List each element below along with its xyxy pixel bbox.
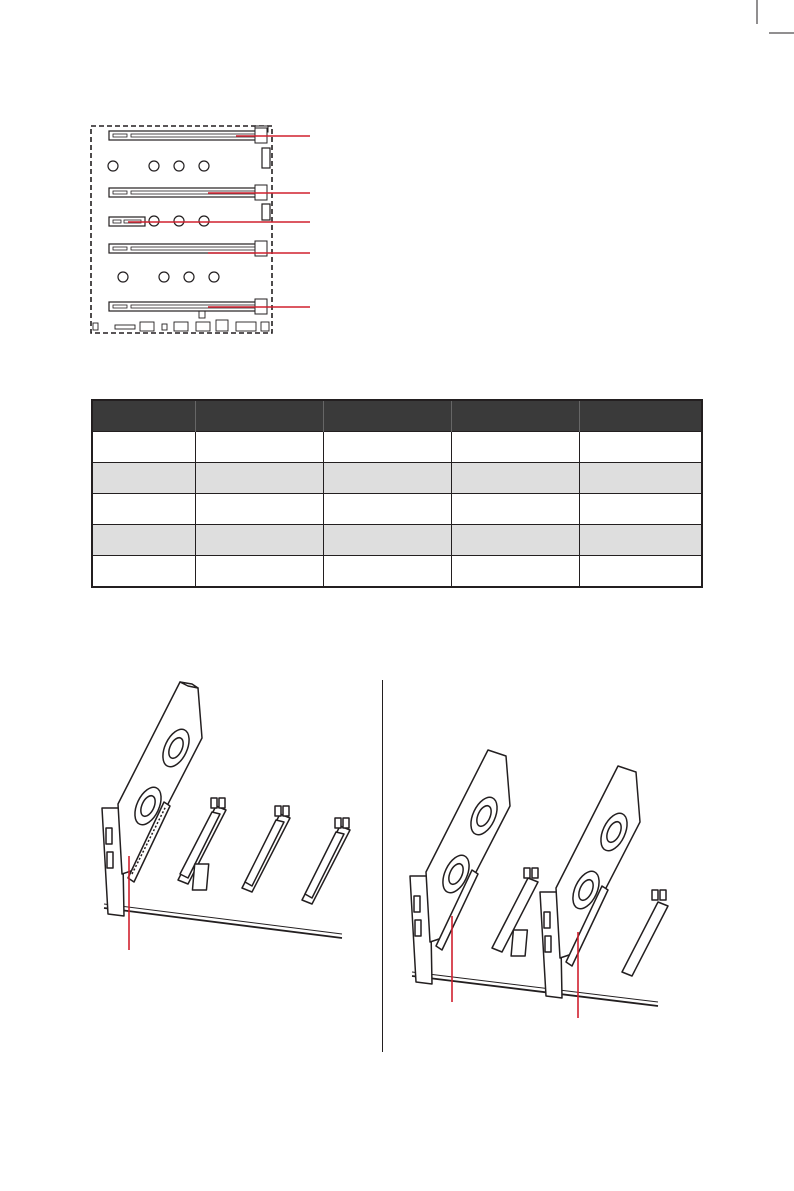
- x1-slot: [511, 930, 527, 956]
- x1-slot: [192, 864, 208, 890]
- table-cell: [580, 463, 703, 494]
- table-cell: [196, 525, 324, 556]
- table-cell: [452, 525, 580, 556]
- table-cell: [452, 556, 580, 588]
- table-header-cell: [452, 400, 580, 432]
- table-cell: [92, 432, 196, 463]
- empty-pcie-slot: [622, 890, 668, 976]
- table-cell: [452, 432, 580, 463]
- table-cell: [196, 432, 324, 463]
- table-cell: [324, 463, 452, 494]
- table-cell: [196, 463, 324, 494]
- table-cell: [196, 556, 324, 588]
- table-cell: [324, 525, 452, 556]
- table-header-cell: [324, 400, 452, 432]
- m2-slot-connector: [262, 148, 270, 220]
- table-cell: [92, 525, 196, 556]
- table-row: [92, 494, 702, 525]
- table-cell: [92, 494, 196, 525]
- dual-gpu-install-illustration: [400, 740, 670, 1030]
- table-cell: [452, 494, 580, 525]
- mount-hole-row-3: [118, 272, 219, 282]
- table-header-cell: [92, 400, 196, 432]
- motherboard-edge: [104, 908, 342, 938]
- single-gpu-install-illustration: [80, 678, 360, 968]
- empty-pcie-slot: [302, 818, 350, 904]
- table-cell: [92, 463, 196, 494]
- crop-marks: [0, 0, 794, 40]
- table-cell: [92, 556, 196, 588]
- table-cell: [324, 432, 452, 463]
- bottom-headers: [93, 311, 269, 331]
- table-cell: [196, 494, 324, 525]
- empty-pcie-slot: [242, 806, 290, 892]
- table-cell: [324, 494, 452, 525]
- motherboard-edge: [412, 976, 658, 1006]
- table-cell: [324, 556, 452, 588]
- table-cell: [452, 463, 580, 494]
- vertical-divider: [382, 680, 383, 1052]
- motherboard-slot-diagram: [88, 124, 328, 338]
- table-header-row: [92, 400, 702, 432]
- table-header-cell: [196, 400, 324, 432]
- table-row: [92, 432, 702, 463]
- table-cell: [580, 556, 703, 588]
- table-row: [92, 463, 702, 494]
- table-cell: [580, 494, 703, 525]
- table-row: [92, 556, 702, 588]
- mount-hole-row-2: [149, 216, 209, 226]
- slot-configuration-table: [91, 399, 703, 588]
- table-row: [92, 525, 702, 556]
- graphics-card: [540, 766, 640, 998]
- table-cell: [580, 525, 703, 556]
- table-header-cell: [580, 400, 703, 432]
- table-cell: [580, 432, 703, 463]
- mount-hole-row-1: [108, 161, 209, 171]
